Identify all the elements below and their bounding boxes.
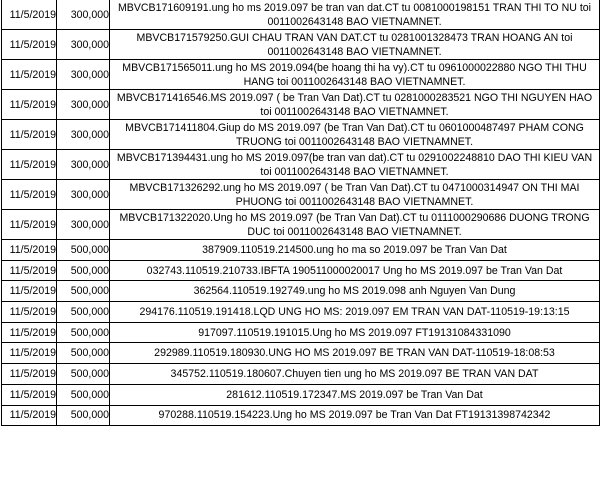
transaction-amount-cell: 300,000 <box>57 150 110 180</box>
transaction-date-cell: 11/5/2019 <box>2 210 57 240</box>
transaction-amount-cell: 500,000 <box>57 384 110 405</box>
transaction-date-cell: 11/5/2019 <box>2 343 57 364</box>
transaction-amount-cell: 500,000 <box>57 260 110 281</box>
table-row <box>2 210 600 240</box>
transaction-amount-cell: 500,000 <box>57 240 110 261</box>
table-row <box>2 240 600 261</box>
transaction-date-cell: 11/5/2019 <box>2 60 57 90</box>
transaction-amount-cell: 500,000 <box>57 281 110 302</box>
table-row <box>2 0 600 30</box>
transaction-description-cell: MBVCB171326292.ung ho MS 2019.097 ( be Tran Van Dat).CT tu 0471000314947 ON THI MAI PHUONG toi 0011002643148 BAO VIETNAMNET. <box>110 180 600 210</box>
transaction-date-cell: 11/5/2019 <box>2 364 57 385</box>
transaction-amount-cell: 500,000 <box>57 364 110 385</box>
transaction-amount-cell: 300,000 <box>57 180 110 210</box>
table-row <box>2 364 600 385</box>
transaction-description-cell: MBVCB171322020.Ung ho MS 2019.097 (be Tran Van Dat).CT tu 0111000290686 DUONG TRONG DUC toi 0011002643148 BAO VIETNAMNET. <box>110 210 600 240</box>
donation-table-body <box>2 0 600 426</box>
transaction-date-cell: 11/5/2019 <box>2 90 57 120</box>
transaction-amount-cell: 300,000 <box>57 30 110 60</box>
transaction-description-cell: 345752.110519.180607.Chuyen tien ung ho MS 2019.097 BE TRAN VAN DAT <box>110 364 600 385</box>
table-row <box>2 90 600 120</box>
transaction-amount-cell: 300,000 <box>57 120 110 150</box>
transaction-description-cell: 970288.110519.154223.Ung ho MS 2019.097 be Tran Van Dat FT19131398742342 <box>110 405 600 426</box>
transaction-amount-cell: 500,000 <box>57 322 110 343</box>
transaction-date-cell: 11/5/2019 <box>2 322 57 343</box>
transaction-description-cell: 292989.110519.180930.UNG HO MS 2019.097 BE TRAN VAN DAT-110519-18:08:53 <box>110 343 600 364</box>
transaction-description-cell: MBVCB171565011.ung ho MS 2019.094(be hoang thi ha vy).CT tu 0961000022880 NGO THI THU HANG toi 0011002643148 BAO VIETNAMNET. <box>110 60 600 90</box>
transaction-description-cell: MBVCB171579250.GUI CHAU TRAN VAN DAT.CT tu 0281001328473 TRAN HOANG AN toi 0011002643148 BAO VIETNAMNET. <box>110 30 600 60</box>
transaction-date-cell: 11/5/2019 <box>2 302 57 323</box>
transaction-date-cell: 11/5/2019 <box>2 180 57 210</box>
transaction-amount-cell: 300,000 <box>57 90 110 120</box>
transaction-date-cell: 11/5/2019 <box>2 240 57 261</box>
transaction-date-cell: 11/5/2019 <box>2 150 57 180</box>
transaction-amount-cell: 300,000 <box>57 210 110 240</box>
transaction-amount-cell: 300,000 <box>57 0 110 30</box>
transaction-description-cell: MBVCB171416546.MS 2019.097 ( be Tran Van Dat).CT tu 0281000283521 NGO THI NGUYEN HAO toi 0011002643148 BAO VIETNAMNET. <box>110 90 600 120</box>
transaction-description-cell: 032743.110519.210733.IBFTA 190511000020017 Ung ho MS 2019.097 be Tran Van Dat <box>110 260 600 281</box>
transaction-description-cell: MBVCB171394431.ung ho MS 2019.097(be tran van dat).CT tu 0291002248810 DAO THI KIEU VAN toi 0011002643148 BAO VIETNAMNET. <box>110 150 600 180</box>
transaction-amount-cell: 300,000 <box>57 60 110 90</box>
table-row <box>2 30 600 60</box>
table-row <box>2 405 600 426</box>
transaction-date-cell: 11/5/2019 <box>2 0 57 30</box>
transaction-description-cell: 387909.110519.214500.ung ho ma so 2019.097 be Tran Van Dat <box>110 240 600 261</box>
transaction-date-cell: 11/5/2019 <box>2 120 57 150</box>
transaction-description-cell: 294176.110519.191418.LQD UNG HO MS: 2019.097 EM TRAN VAN DAT-110519-19:13:15 <box>110 302 600 323</box>
table-row <box>2 180 600 210</box>
transaction-date-cell: 11/5/2019 <box>2 405 57 426</box>
transaction-date-cell: 11/5/2019 <box>2 260 57 281</box>
table-row <box>2 302 600 323</box>
transaction-amount-cell: 500,000 <box>57 405 110 426</box>
table-row <box>2 60 600 90</box>
transaction-date-cell: 11/5/2019 <box>2 384 57 405</box>
table-row <box>2 281 600 302</box>
table-row <box>2 322 600 343</box>
transaction-description-cell: 281612.110519.172347.MS 2019.097 be Tran Van Dat <box>110 384 600 405</box>
transaction-description-cell: 362564.110519.192749.ung ho MS 2019.098 anh Nguyen Van Dung <box>110 281 600 302</box>
transaction-description-cell: MBVCB171411804.Giup do MS 2019.097 (be Tran Van Dat).CT tu 0601000487497 PHAM CONG TRUONG toi 0011002643148 BAO VIETNAMNET. <box>110 120 600 150</box>
transaction-date-cell: 11/5/2019 <box>2 30 57 60</box>
transaction-description-cell: MBVCB171609191.ung ho ms 2019.097 be tran van dat.CT tu 0081000198151 TRAN THI TO NU toi 0011002643148 BAO VIETNAMNET. <box>110 0 600 30</box>
donation-table <box>1 0 600 426</box>
table-row <box>2 343 600 364</box>
transaction-amount-cell: 500,000 <box>57 302 110 323</box>
transaction-amount-cell: 500,000 <box>57 343 110 364</box>
table-row <box>2 120 600 150</box>
transaction-date-cell: 11/5/2019 <box>2 281 57 302</box>
transaction-description-cell: 917097.110519.191015.Ung ho MS 2019.097 FT19131084331090 <box>110 322 600 343</box>
table-row <box>2 384 600 405</box>
table-row <box>2 150 600 180</box>
table-row <box>2 260 600 281</box>
